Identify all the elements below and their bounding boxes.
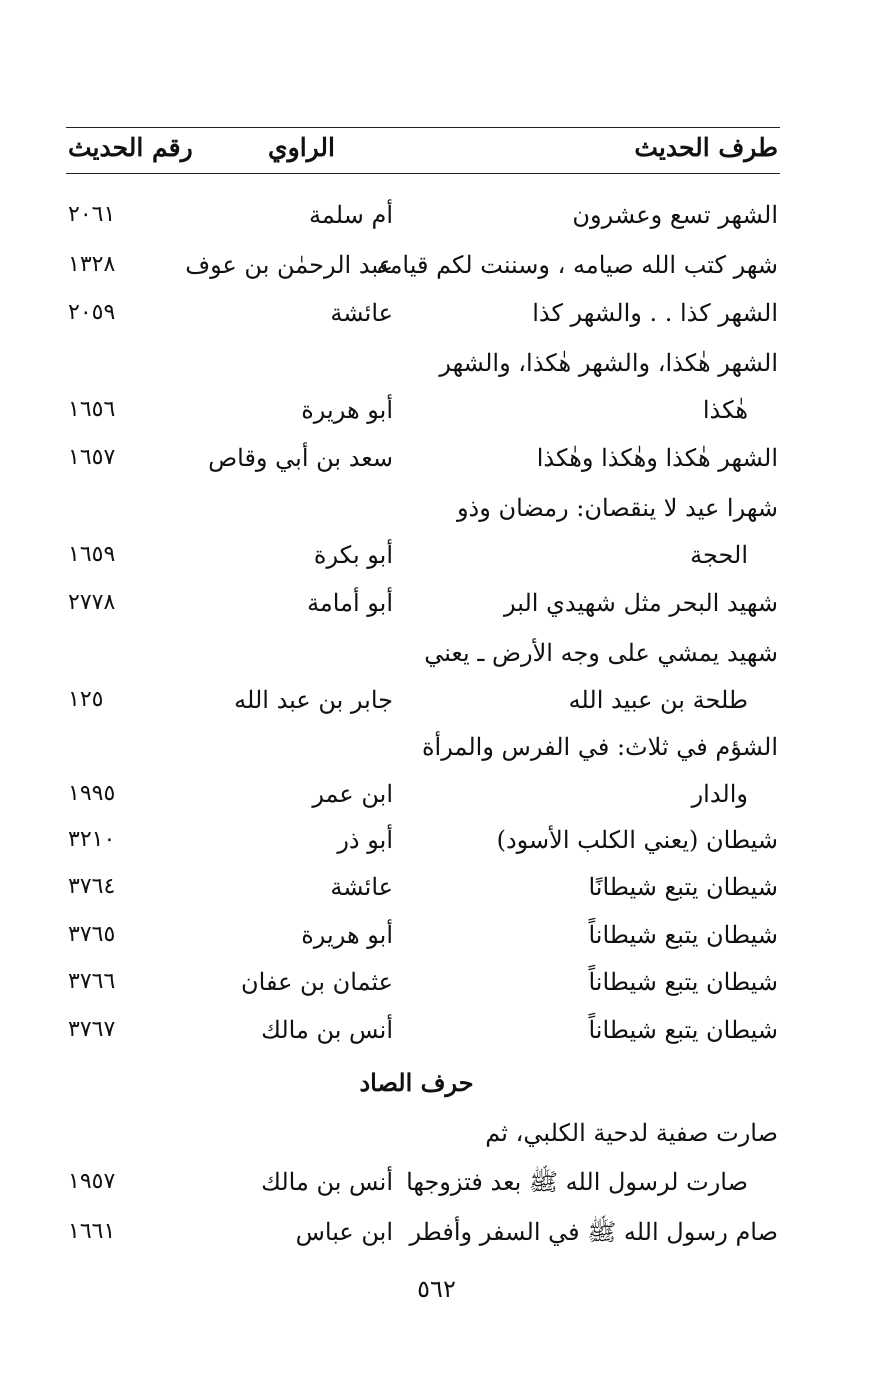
hadith-number: ٣٧٦٤ (68, 874, 116, 899)
hadith-text: الشهر تسع وعشرون (572, 201, 778, 229)
hadith-number: ١٦٥٦ (68, 397, 116, 422)
narrator: أنس بن مالك (261, 1016, 393, 1044)
hadith-text: شهرا عيد لا ينقصان: رمضان وذو (456, 494, 778, 522)
table-row (0, 915, 873, 959)
hadith-text: شيطان يتبع شيطانًا (588, 873, 778, 901)
hadith-text: الشؤم في ثلاث: في الفرس والمرأة (421, 733, 778, 761)
hadith-text: هٰكذا (702, 396, 748, 424)
table-row (0, 583, 873, 627)
header-hadith-text: طرف الحديث (634, 133, 778, 162)
narrator: أنس بن مالك (261, 1168, 393, 1196)
hadith-text: طلحة بن عبيد الله (568, 686, 748, 714)
table-row (0, 390, 873, 434)
narrator: عثمان بن عفان (241, 968, 393, 996)
table-row (0, 774, 873, 818)
hadith-text: شهيد يمشي على وجه الأرض ـ يعني (424, 639, 778, 667)
hadith-text: شيطان يتبع شيطاناً (588, 968, 778, 996)
hadith-number: ١٩٥٧ (68, 1169, 116, 1194)
hadith-text: شهر كتب الله صيامه ، وسننت لكم قيامه (376, 251, 778, 279)
table-row (0, 343, 873, 387)
hadith-text: الشهر هٰكذا وهٰكذا وهٰكذا (536, 444, 778, 472)
hadith-text: شيطان يتبع شيطاناً (588, 921, 778, 949)
hadith-text: الشهر كذا . . والشهر كذا (532, 299, 778, 327)
hadith-number: ١٢٥ (68, 687, 104, 712)
header-narrator: الراوي (268, 133, 335, 162)
table-row (0, 633, 873, 677)
table-row (0, 245, 873, 289)
hadith-text: صارت لرسول الله ﷺ بعد فتزوجها (406, 1168, 748, 1196)
hadith-number: ١٣٢٨ (68, 252, 116, 277)
narrator: أبو هريرة (301, 921, 393, 949)
table-row (0, 727, 873, 771)
table-row (0, 680, 873, 724)
table-row (0, 438, 873, 482)
hadith-text: الحجة (690, 541, 748, 569)
table-row (0, 488, 873, 532)
page-number: ٥٦٢ (417, 1275, 456, 1303)
hadith-number: ١٦٥٩ (68, 542, 116, 567)
hadith-number: ١٦٥٧ (68, 445, 116, 470)
table-row (0, 820, 873, 864)
hadith-number: ٣٧٦٦ (68, 969, 116, 994)
narrator: أبو ذر (337, 826, 393, 854)
table-row (0, 1010, 873, 1054)
hadith-number: ١٦٦١ (68, 1219, 116, 1244)
table-row (0, 293, 873, 337)
hadith-number: ٣٧٦٥ (68, 922, 116, 947)
narrator: جابر بن عبد الله (234, 686, 393, 714)
hadith-number: ٢٧٧٨ (68, 590, 116, 615)
narrator: عبد الرحمٰن بن عوف (185, 251, 393, 279)
narrator: ابن عباس (295, 1218, 393, 1246)
hadith-number: ٣٢١٠ (68, 827, 116, 852)
top-rule (66, 127, 780, 128)
table-row (0, 535, 873, 579)
narrator: سعد بن أبي وقاص (208, 444, 393, 472)
table-row (0, 962, 873, 1006)
narrator: أبو هريرة (301, 396, 393, 424)
table-row (0, 195, 873, 239)
hadith-text: والدار (691, 780, 748, 808)
header-rule (66, 173, 780, 174)
hadith-text: شهيد البحر مثل شهيدي البر (503, 589, 778, 617)
narrator: عائشة (330, 873, 393, 901)
hadith-text: صارت صفية لدحية الكلبي، ثم (485, 1119, 778, 1147)
narrator: ابن عمر (312, 780, 393, 808)
table-row (0, 1212, 873, 1256)
hadith-text: شيطان (يعني الكلب الأسود) (496, 826, 778, 854)
table-row (0, 1113, 873, 1157)
hadith-number: ٢٠٥٩ (68, 300, 116, 325)
hadith-number: ٣٧٦٧ (68, 1017, 116, 1042)
narrator: أبو أمامة (307, 589, 393, 617)
hadith-number: ١٩٩٥ (68, 781, 116, 806)
narrator: أبو بكرة (313, 541, 393, 569)
table-row (0, 1162, 873, 1206)
hadith-text: الشهر هٰكذا، والشهر هٰكذا، والشهر (439, 349, 778, 377)
table-row (0, 867, 873, 911)
hadith-text: شيطان يتبع شيطاناً (588, 1016, 778, 1044)
narrator: عائشة (330, 299, 393, 327)
hadith-text: صام رسول الله ﷺ في السفر وأفطر (409, 1218, 778, 1246)
hadith-number: ٢٠٦١ (68, 202, 116, 227)
header-hadith-number: رقم الحديث (68, 133, 193, 162)
section-title: حرف الصاد (359, 1068, 474, 1097)
narrator: أم سلمة (309, 201, 393, 229)
